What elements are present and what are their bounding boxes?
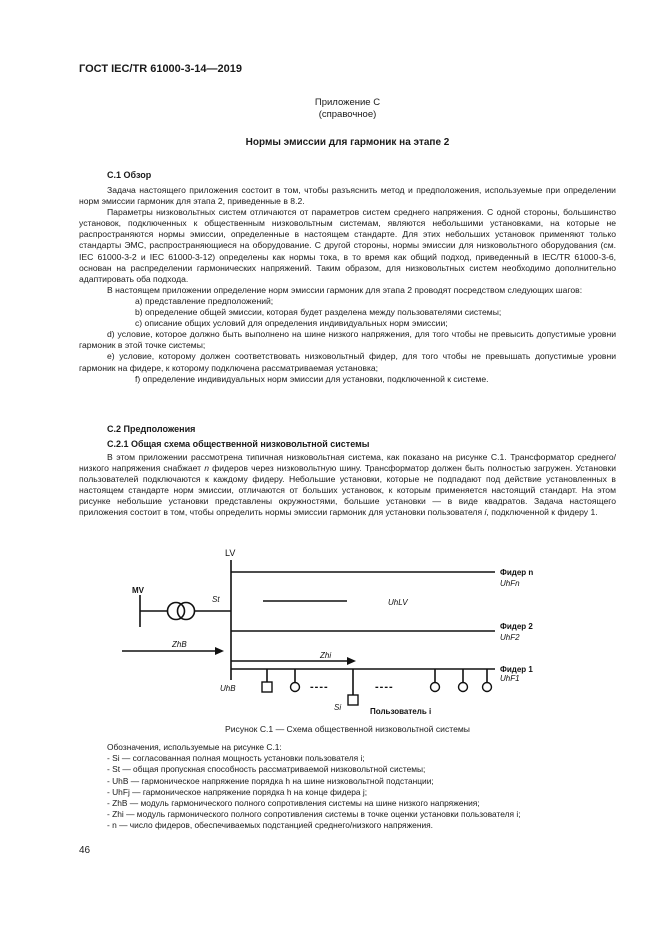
label-mv: MV: [132, 586, 144, 595]
label-uhb: UhB: [220, 684, 236, 693]
section-c2-heading: С.2 Предположения: [107, 424, 196, 434]
legend-intro: Обозначения, используемые на рисунке С.1:: [107, 742, 282, 752]
zhi-arrow-head: [347, 657, 356, 665]
label-zhi: Zhi: [320, 651, 332, 660]
c21-text-i: i: [484, 507, 487, 518]
legend-line-si: - Si — согласованная полная мощность установки пользователя i;: [107, 753, 365, 764]
zhb-arrow-head: [215, 647, 224, 655]
c21-paragraph-1: [79, 452, 616, 519]
small-installation-3: [459, 683, 468, 692]
annex-heading: Нормы эмиссии для гармоник на этапе 2: [245, 137, 450, 148]
c21-text-n: n: [204, 463, 209, 474]
section-c21-heading: С.2.1 Общая схема общественной низковольтной системы: [107, 439, 370, 449]
annex-title: Приложение С: [314, 97, 381, 108]
figure-legend: [107, 742, 617, 832]
label-zhb: ZhB: [172, 640, 187, 649]
section-c1-heading: С.1 Обзор: [107, 170, 152, 180]
transformer-winding-2: [178, 603, 195, 620]
c1-list-item-a: a) представление предположений;: [135, 295, 274, 306]
c1-list-item-f: f) определение индивидуальных норм эмиссии для установки, подключенной к системе.: [135, 373, 489, 384]
c1-list-item-d: d) условие, которое должно быть выполнено на шине низкого напряжения, для того чтобы не превысить допустимые уровни гармоник в этой точке системы;: [79, 329, 616, 351]
large-installation-i: [348, 695, 358, 705]
label-lv: LV: [225, 548, 236, 558]
label-uhf2: UhF2: [500, 633, 520, 642]
annex-note: (справочное): [318, 109, 377, 120]
large-installation-1: [262, 682, 272, 692]
c1-paragraph-2: Параметры низковольтных систем отличаются от параметров систем среднего напряжения. С одной стороны, большинство установок, подключенных к общественным низковольтным системам, являются небольшими установками, на которые не распространяются нормы эмиссии, определенные в настоящем стандарте. Для этих небольших установок применяют только стандарты ЭМС, распространяющиеся на оборудование. С другой стороны, нормы эмиссии для низковольтного оборудования (см. IEC 61000-3-2 и IEC 61000-3-12) определены как нормы тока, в то время как общий подход, приведенный в IEC/TR 61000-3-6, основан на распределении гармонических напряжений. Таким образом, для низковольтных систем необходимо дополнительно адаптировать оба подхода.: [79, 207, 616, 284]
c21-text-a: В этом приложении рассмотрена типичная низковольтная система, как показано на рисунке С.1. Трансформатор среднего/низкого напряжения снабжает: [79, 452, 616, 474]
label-feeder-n: Фидер n: [500, 568, 534, 577]
c1-paragraph-3: В настоящем приложении определение норм эмиссии гармоник для этапа 2 проводят посредством следующих шагов:: [107, 284, 583, 295]
legend-line-zhi: - Zhi — модуль гармонического полного сопротивления системы в точке оценки установки пользователя i;: [107, 809, 521, 820]
legend-line-n: - n — число фидеров, обеспечиваемых подстанцией среднего/низкого напряжения.: [107, 820, 433, 831]
label-st: St: [212, 595, 220, 604]
label-user-i: Пользователь i: [370, 707, 432, 716]
label-feeder-2: Фидер 2: [500, 622, 533, 631]
c1-list-item-c: c) описание общих условий для определения индивидуальных норм эмиссии;: [135, 318, 448, 329]
small-installation-2: [431, 683, 440, 692]
label-dashes-1: ----: [310, 681, 329, 693]
c21-text-c: , подключенной к фидеру 1.: [486, 507, 598, 518]
label-si: Si: [334, 703, 342, 712]
document-header: ГОСТ IEC/TR 61000-3-14—2019: [79, 63, 242, 75]
label-uhlv: UhLV: [388, 598, 408, 607]
section-c1-body: [79, 185, 616, 385]
legend-line-uhfj: - UhFj — гармоническое напряжение порядка h на конце фидера j;: [107, 786, 368, 797]
legend-line-zhb: - ZhB — модуль гармонического полного сопротивления системы на шине низкого напряжения;: [107, 798, 480, 809]
c1-paragraph-1: Задача настоящего приложения состоит в том, чтобы разъяснить метод и предположения, используемые при определении норм эмиссии гармоник для этапа 2, приведенные в 8.2.: [79, 185, 616, 207]
transformer-winding-1: [168, 603, 185, 620]
label-uhfn: UhFn: [500, 579, 520, 588]
figure-c1-caption: Рисунок С.1 — Схема общественной низковольтной системы: [225, 724, 470, 734]
legend-line-st: - St — общая пропускная способность рассматриваемой низковольтной системы;: [107, 764, 426, 775]
c21-text-b: фидеров через низковольтную шину. Трансформатор должен быть полностью загружен. Установки пользователей подключаются к каждому фидеру. Небольшие установки, которые не подпадают под действие установленных в настоящем стандарте норм эмиссии, отличаются от больших установок, к которым применяется настоящий стандарт. На этом рисунке небольшие установки представлены окружностями, большие установки — в виде квадратов. Задача настоящего приложения состоит в том, чтобы определить нормы эмиссии гармоник для установки пользователя: [79, 463, 616, 518]
legend-line-uhb: - UhB — гармоническое напряжение порядка h на шине низковольтной подстанции;: [107, 775, 434, 786]
label-feeder-1: Фидер 1: [500, 665, 533, 674]
label-dashes-2: ----: [375, 681, 394, 693]
page-number: 46: [79, 845, 91, 856]
c1-list-item-e: e) условие, которому должен соответствовать низковольтный фидер, для того чтобы не превышать допустимые уровни гармоник на фидере, к которому подключена рассматриваемая установка;: [79, 351, 616, 373]
section-c21-body: [79, 452, 616, 519]
figure-c1-diagram: [120, 545, 560, 720]
small-installation-4: [483, 683, 492, 692]
c1-list-item-b: b) определение общей эмиссии, которая будет разделена между пользователями системы;: [135, 307, 502, 318]
small-installation-1: [291, 683, 300, 692]
label-uhf1: UhF1: [500, 674, 520, 683]
